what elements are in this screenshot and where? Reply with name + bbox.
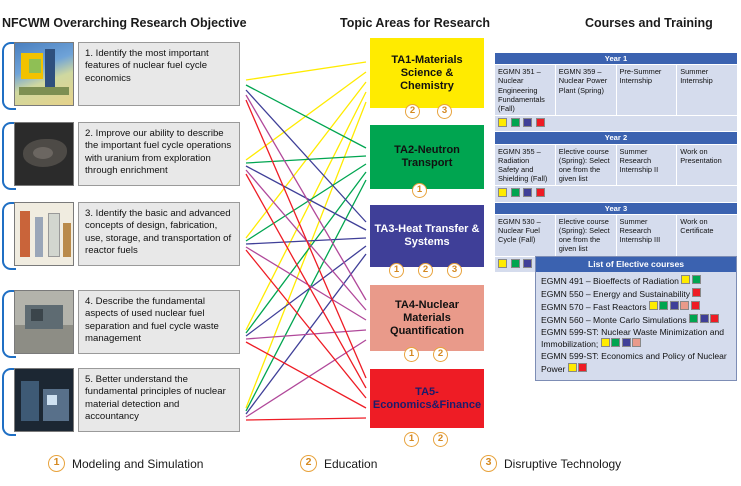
table-row: [495, 144, 738, 186]
badge-ta4-2: 2: [433, 347, 448, 362]
objective-text-1: 1. Identify the most important features of nuclear fuel cycle economics: [85, 48, 209, 84]
objective-box-5: [78, 368, 240, 432]
topic-area-ta2[interactable]: [370, 125, 484, 189]
course-schedule: [494, 52, 738, 273]
topic-area-ta5[interactable]: [370, 369, 484, 428]
objective-text-2: 2. Improve our ability to describe the important fuel cycle operations with uranium from exploration through enrichment: [85, 128, 232, 177]
topic-area-ta4[interactable]: [370, 285, 484, 351]
course-cell: Summer Research Internship III: [616, 214, 677, 256]
color-swatch: [498, 188, 507, 197]
thumbnail-detection-lab: [14, 368, 74, 432]
color-swatch: [680, 301, 689, 310]
legend-badge-1: 1: [48, 455, 65, 472]
course-cell: Elective course (Spring): Select one from the given list: [555, 144, 616, 186]
objective-box-3: [78, 202, 240, 266]
course-cell: Summer Research Internship II: [616, 144, 677, 186]
color-swatch: [710, 314, 719, 323]
list-item: [541, 288, 731, 300]
year-2-title: Year 2: [495, 132, 738, 144]
course-cell: Work on Presentation: [677, 144, 738, 186]
badge-ta2-1: 1: [412, 183, 427, 198]
objective-text-3: 3. Identify the basic and advanced concepts of design, fabrication, use, storage, and transportation of reactor fuels: [85, 208, 232, 257]
color-swatch: [649, 301, 658, 310]
topic-area-ta3-label: TA3-Heat Transfer & Systems: [374, 223, 480, 248]
topic-area-ta4-label: TA4-Nuclear Materials Quantification: [390, 298, 464, 337]
course-cell: Work on Certificate: [677, 214, 738, 256]
objective-box-4: [78, 290, 240, 354]
elective-text: EGMN 570 – Fast Reactors: [541, 302, 647, 313]
list-item: [541, 327, 731, 351]
legend-badge-2: 2: [300, 455, 317, 472]
courses-table: [494, 52, 738, 273]
objective-box-1: [78, 42, 240, 106]
objective-text-5: 5. Better understand the fundamental principles of nuclear material detection and accountancy: [85, 374, 226, 423]
badge-ta3-1: 1: [389, 263, 404, 278]
table-row: [495, 65, 738, 116]
header-courses: Courses and Training: [585, 16, 713, 30]
legend-label-2: Education: [324, 457, 378, 471]
swatch-row-1: [495, 116, 738, 132]
color-swatch: [498, 118, 507, 127]
course-cell: Elective course (Spring): Select one from the given list: [555, 214, 616, 256]
elective-text: EGMN 491 – Bioeffects of Radiation: [541, 276, 679, 287]
color-swatch: [523, 259, 532, 268]
header-topics: Topic Areas for Research: [340, 16, 491, 30]
objective-box-2: [78, 122, 240, 186]
color-swatch: [511, 188, 520, 197]
elective-courses-title: List of Elective courses: [536, 257, 736, 272]
course-cell: EGMN 355 – Radiation Safety and Shielding (Fall): [495, 144, 556, 186]
legend-label-1: Modeling and Simulation: [72, 457, 204, 471]
color-swatch: [498, 259, 507, 268]
thumbnail-reactor-fuel: [14, 202, 74, 266]
color-swatch: [511, 259, 520, 268]
elective-courses-panel: [535, 256, 737, 381]
color-swatch: [659, 301, 668, 310]
legend-badge-3: 3: [480, 455, 497, 472]
list-item: [541, 351, 731, 375]
header-objective: NFCWM Overarching Research Objective: [2, 16, 247, 30]
year-1-title: Year 1: [495, 53, 738, 65]
topic-area-ta2-label: TA2-Neutron Transport: [394, 144, 460, 169]
year-row-2: [495, 132, 738, 144]
list-item: [541, 275, 731, 287]
color-swatch: [632, 338, 641, 347]
topic-area-ta3[interactable]: [370, 205, 484, 267]
color-swatch: [622, 338, 631, 347]
color-swatch: [568, 363, 577, 372]
elective-text: EGMN 560 – Monte Carlo Simulations: [541, 315, 687, 326]
color-swatch: [681, 275, 690, 284]
elective-courses-list: [536, 272, 736, 379]
swatch-row-2: [495, 186, 738, 202]
color-swatch: [692, 288, 701, 297]
swatch-cell: [495, 186, 738, 202]
badge-ta1-3: 3: [437, 104, 452, 119]
course-cell: Summer Internship: [677, 65, 738, 116]
topic-area-ta5-label: TA5-Economics&Finance: [372, 385, 482, 411]
color-swatch: [578, 363, 587, 372]
topic-area-ta1[interactable]: [370, 38, 484, 108]
color-swatch: [611, 338, 620, 347]
year-row-1: [495, 53, 738, 65]
color-swatch: [523, 188, 532, 197]
color-swatch: [523, 118, 532, 127]
color-swatch: [536, 188, 545, 197]
thumbnail-fuel-cycle-economics: [14, 42, 74, 106]
badge-ta5-2: 2: [433, 432, 448, 447]
color-swatch: [601, 338, 610, 347]
color-swatch: [511, 118, 520, 127]
objective-text-4: 4. Describe the fundamental aspects of used nuclear fuel separation and fuel cycle waste management: [85, 296, 219, 345]
color-swatch: [692, 275, 701, 284]
course-cell: EGMN 359 – Nuclear Power Plant (Spring): [555, 65, 616, 116]
badge-ta3-2: 2: [418, 263, 433, 278]
color-swatch: [670, 301, 679, 310]
list-item: [541, 314, 731, 326]
thumbnail-uranium-ore: [14, 122, 74, 186]
course-cell: Pre-Summer Internship: [616, 65, 677, 116]
year-row-3: [495, 202, 738, 214]
color-swatch: [689, 314, 698, 323]
elective-text: EGMN 550 – Energy and Sustainability: [541, 289, 691, 300]
badge-ta4-1: 1: [404, 347, 419, 362]
badge-ta3-3: 3: [447, 263, 462, 278]
thumbnail-waste-management: [14, 290, 74, 354]
course-cell: EGMN 351 – Nuclear Engineering Fundamentals (Fall): [495, 65, 556, 116]
elective-text: EGMN 599-ST: Nuclear Waste Minimization and Immobilization;: [541, 327, 725, 350]
table-row: [495, 214, 738, 256]
year-3-title: Year 3: [495, 202, 738, 214]
swatch-cell: [495, 116, 738, 132]
badge-ta5-1: 1: [404, 432, 419, 447]
topic-area-ta1-label: TA1-Materials Science & Chemistry: [391, 53, 463, 92]
legend-label-3: Disruptive Technology: [504, 457, 622, 471]
list-item: [541, 301, 731, 313]
color-swatch: [691, 301, 700, 310]
color-swatch: [700, 314, 709, 323]
badge-ta1-2: 2: [405, 104, 420, 119]
course-cell: EGMN 530 – Nuclear Fuel Cycle (Fall): [495, 214, 556, 256]
color-swatch: [536, 118, 545, 127]
elective-text: EGMN 599-ST: Economics and Policy of Nuclear Power: [541, 351, 727, 374]
